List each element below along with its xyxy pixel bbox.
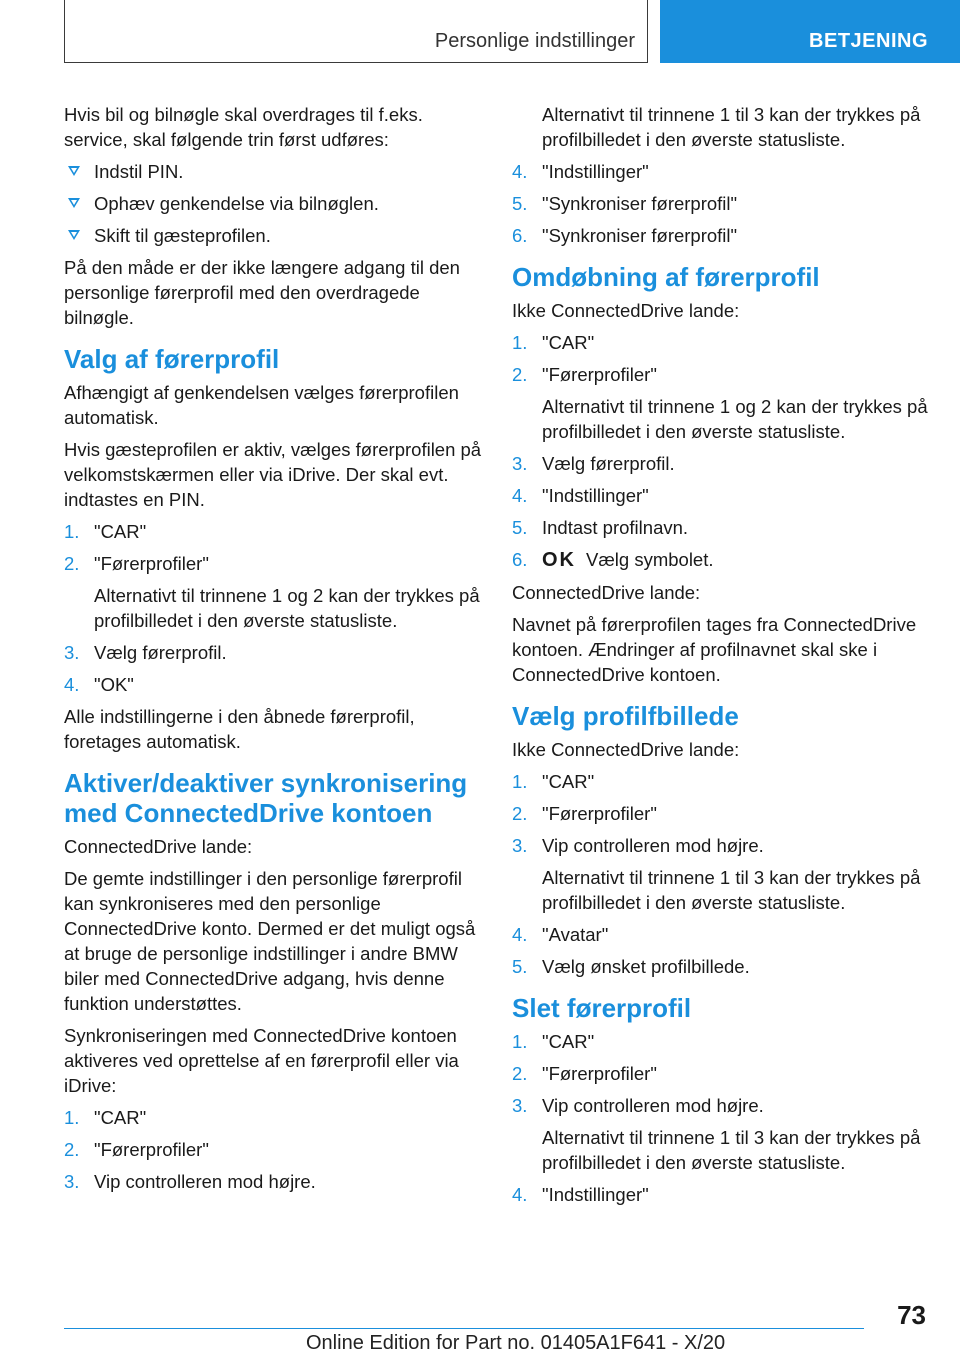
page-number: 73	[897, 1300, 926, 1330]
paragraph: ConnectedDrive lande:	[512, 582, 701, 603]
step-text: "Førerprofiler"	[542, 1063, 657, 1084]
step-number: 1.	[64, 1107, 80, 1128]
step-note: Alternativt til trinnene 1 og 2 kan der trykkes på profilbilledet i den øverste statusliste.	[542, 396, 928, 442]
step-number: 4.	[512, 485, 528, 506]
triangle-bullet-icon	[68, 230, 80, 240]
step-text: "Førerprofiler"	[94, 553, 209, 574]
step-item	[64, 551, 484, 633]
step-number: 3.	[512, 453, 528, 474]
step-item	[64, 1169, 484, 1194]
step-text: "Indstillinger"	[542, 161, 649, 182]
step-list	[512, 159, 932, 248]
step-item	[512, 330, 932, 355]
step-note: Alternativt til trinnene 1 og 2 kan der trykkes på profilbilledet i den øverste statusliste.	[94, 585, 480, 631]
page-header	[0, 0, 960, 66]
header-chapter-tab	[660, 0, 960, 63]
step-number: 2.	[64, 553, 80, 574]
ok-symbol-icon: OK	[542, 549, 576, 571]
step-number: 3.	[512, 835, 528, 856]
step-item	[512, 801, 932, 826]
step-item	[512, 451, 932, 476]
step-item	[512, 515, 932, 540]
paragraph: Ikke ConnectedDrive lande:	[512, 739, 740, 760]
step-text: Vælg førerprofil.	[542, 453, 675, 474]
step-item	[512, 954, 932, 979]
step-text: Vip controlleren mod højre.	[542, 835, 764, 856]
list-item-text: Skift til gæsteprofilen.	[94, 225, 271, 246]
step-text: "Førerprofiler"	[94, 1139, 209, 1160]
step-text: Vælg førerprofil.	[94, 642, 227, 663]
intro-paragraph: Hvis bil og bilnøgle skal overdrages til f.eks. service, skal følgende trin først udføres:	[64, 104, 423, 150]
step-number: 1.	[512, 1031, 528, 1052]
step-number: 3.	[64, 1171, 80, 1192]
section-heading: Slet førerprofil	[512, 993, 692, 1023]
list-item	[64, 191, 484, 216]
step-number: 4.	[64, 674, 80, 695]
step-note: Alternativt til trinnene 1 til 3 kan der trykkes på profilbilledet i den øverste statusliste.	[542, 104, 921, 150]
step-text: Vip controlleren mod højre.	[94, 1171, 316, 1192]
step-text: "Avatar"	[542, 924, 609, 945]
step-list	[512, 1029, 932, 1207]
step-item	[512, 769, 932, 794]
paragraph: Ikke ConnectedDrive lande:	[512, 300, 740, 321]
step-item	[512, 223, 932, 248]
step-item	[512, 1029, 932, 1054]
paragraph: ConnectedDrive lande:	[64, 836, 253, 857]
step-text: Vælg ønsket profilbillede.	[542, 956, 750, 977]
step-number: 2.	[512, 1063, 528, 1084]
step-item	[512, 1182, 932, 1207]
step-number: 6.	[512, 549, 528, 570]
step-text: "CAR"	[542, 332, 595, 353]
section-heading: Aktiver/deaktiver synkronisering med ConnectedDrive kontoen	[64, 768, 468, 828]
step-number: 2.	[512, 803, 528, 824]
step-number: 5.	[512, 193, 528, 214]
step-number: 4.	[512, 924, 528, 945]
section-heading: Valg af førerprofil	[64, 344, 280, 374]
header-chapter-title: BETJENING	[809, 30, 928, 52]
step-item	[512, 833, 932, 915]
paragraph: Alle indstillingerne i den åbnede førerprofil, foretages automatisk.	[64, 706, 415, 752]
list-item-text: Indstil PIN.	[94, 161, 184, 182]
step-item	[512, 1093, 932, 1175]
step-text: "CAR"	[542, 1031, 595, 1052]
step-number: 3.	[512, 1095, 528, 1116]
step-item	[512, 362, 932, 444]
step-text: Vip controlleren mod højre.	[542, 1095, 764, 1116]
section-heading: Omdøbning af førerprofil	[512, 262, 820, 292]
step-text: "Synkroniser førerprofil"	[542, 193, 738, 214]
paragraph: Synkroniseringen med ConnectedDrive kontoen aktiveres ved oprettelse af en førerprofil eller via iDrive:	[64, 1025, 459, 1096]
step-number: 1.	[512, 771, 528, 792]
step-text: Indtast profilnavn.	[542, 517, 689, 538]
step-text: Vælg symbolet.	[586, 549, 714, 570]
step-item	[512, 547, 932, 573]
step-number: 2.	[512, 364, 528, 385]
step-list	[64, 519, 484, 697]
paragraph: Navnet på førerprofilen tages fra ConnectedDrive kontoen. Ændringer af profilnavnet skal ske i ConnectedDrive kontoen.	[512, 614, 917, 685]
step-item	[512, 191, 932, 216]
step-number: 1.	[512, 332, 528, 353]
footer-divider	[64, 1328, 864, 1329]
step-list	[64, 1105, 484, 1194]
step-note: Alternativt til trinnene 1 til 3 kan der trykkes på profilbilledet i den øverste statusliste.	[542, 867, 921, 913]
step-text: "CAR"	[542, 771, 595, 792]
step-text: "OK"	[94, 674, 134, 695]
step-list	[512, 330, 932, 573]
step-item	[64, 640, 484, 665]
step-number: 4.	[512, 161, 528, 182]
paragraph: Hvis gæsteprofilen er aktiv, vælges førerprofilen på velkomstskærmen eller via iDrive. Der skal evt. indtastes en PIN.	[64, 439, 482, 510]
step-text: "CAR"	[94, 1107, 147, 1128]
footer-edition-text: Online Edition for Part no. 01405A1F641 - X/20	[306, 1332, 726, 1354]
triangle-bullet-icon	[68, 166, 80, 176]
step-text: "Førerprofiler"	[542, 803, 657, 824]
step-text: "Førerprofiler"	[542, 364, 657, 385]
section-heading: Vælg profilfbillede	[512, 701, 739, 731]
step-item	[512, 1061, 932, 1086]
list-item-text: Ophæv genkendelse via bilnøglen.	[94, 193, 379, 214]
header-section-box	[64, 0, 648, 63]
bullet-list	[64, 159, 484, 248]
step-number: 1.	[64, 521, 80, 542]
left-column	[64, 102, 484, 1201]
intro-after-paragraph: På den måde er der ikke længere adgang til den personlige førerprofil med den overdragede bilnøgle.	[64, 257, 460, 328]
triangle-bullet-icon	[68, 198, 80, 208]
list-item	[64, 159, 484, 184]
step-item	[512, 483, 932, 508]
step-number: 2.	[64, 1139, 80, 1160]
step-number: 3.	[64, 642, 80, 663]
right-column	[512, 102, 932, 1214]
step-item	[64, 519, 484, 544]
paragraph: De gemte indstillinger i den personlige førerprofil kan synkroniseres med den personlige ConnectedDrive konto. Dermed er det muligt også at bruge de personlige indstillinger i andre BMW biler med ConnectedDrive adgang, hvis denne funktion understøttes.	[64, 868, 476, 1014]
step-number: 4.	[512, 1184, 528, 1205]
step-item	[512, 159, 932, 184]
step-item	[64, 672, 484, 697]
step-number: 6.	[512, 225, 528, 246]
paragraph: Afhængigt af genkendelsen vælges førerprofilen automatisk.	[64, 382, 459, 428]
list-item	[64, 223, 484, 248]
step-text: "CAR"	[94, 521, 147, 542]
step-number: 5.	[512, 517, 528, 538]
step-item	[64, 1105, 484, 1130]
step-text: "Indstillinger"	[542, 485, 649, 506]
header-section-title: Personlige indstillinger	[434, 30, 635, 52]
step-text: "Indstillinger"	[542, 1184, 649, 1205]
step-text: "Synkroniser førerprofil"	[542, 225, 738, 246]
step-list	[512, 769, 932, 979]
step-note: Alternativt til trinnene 1 til 3 kan der trykkes på profilbilledet i den øverste statusliste.	[542, 1127, 921, 1173]
step-item	[64, 1137, 484, 1162]
step-item	[512, 922, 932, 947]
step-number: 5.	[512, 956, 528, 977]
